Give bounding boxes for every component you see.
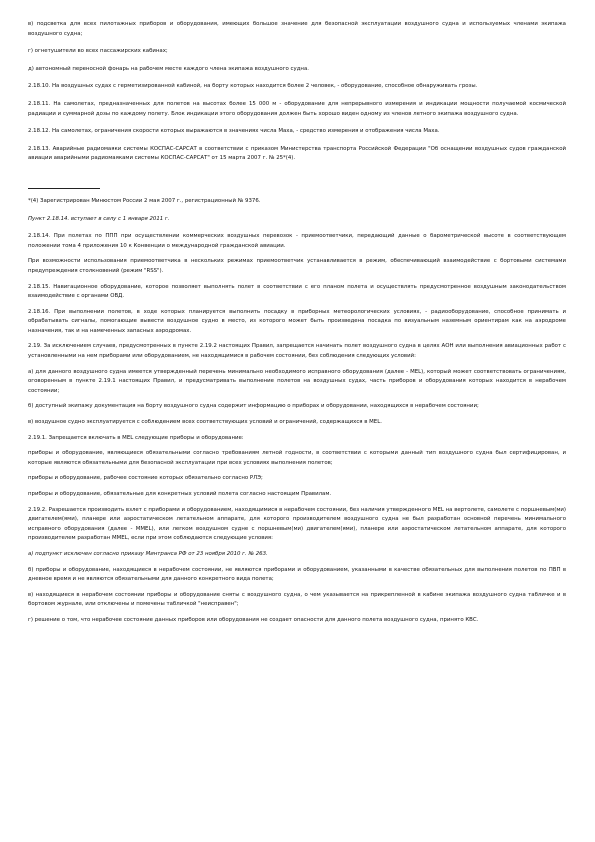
paragraph: а) для данного воздушного судна имеется утвержденный перечень минимально необходимого исправного оборудования (далее - MEL), который может соответствовать ограничениям, оговоренным в пункте 2.19.1 настоящих Правил, и предусматривать выполнение полетов на воздушных судах, часть приборов и оборудования которых находится в нерабочем состоянии; xyxy=(28,368,566,394)
footnote-separator xyxy=(28,188,100,189)
paragraph: б) приборы и оборудование, находящиеся в нерабочем состоянии, не являются приборами и оборудованием, указанными в качестве обязательных для выполнения полетов по ПВП в дневное время и не являются обязательными для данного конкретного вида полета; xyxy=(28,566,566,583)
paragraph: 2.18.12. На самолетах, ограничения скорости которых выражаются в значениях числа Маха, - средство измерения и отображения числа Маха. xyxy=(28,128,440,135)
paragraph: в) подсветка для всех пилотажных приборов и оборудования, имеющих большое значение для безопасной эксплуатации воздушного судна и используемых членами экипажа воздушного судна; xyxy=(28,21,566,37)
paragraph: приборы и оборудование, рабочее состояние которых обязательно согласно РЛЭ; xyxy=(28,475,263,482)
paragraph: д) автономный переносной фонарь на рабочем месте каждого члена экипажа воздушного судна. xyxy=(28,65,309,72)
paragraph: 2.18.16. При выполнении полетов, в ходе которых планируется выполнить посадку в приборных метеорологических условиях, - радиооборудование, способное принимать и обрабатывать сигналы, помогающие вывести воздушное судно в место, из которого может быть произведена посадка по визуальным наземным ориентирам как на аэродроме назначения, так и на намеченных запасных аэродромах. xyxy=(28,308,566,334)
paragraph: При возможности использования приемоответчика в нескольких режимах приемоответчик устанавливается в режим, обеспечивающий взаимодействие с бортовыми системами предупреждения столкновений (режим "RSS"). xyxy=(28,258,566,274)
paragraph: 2.18.10. На воздушных судах с герметизированной кабиной, на борту которых находится более 2 человек, - оборудование, способное обнаруживать грозы. xyxy=(28,83,478,90)
paragraph: 2.18.14. При полетах по ППП при осуществлении коммерческих воздушных перевозок - приемоответчики, передающий данные о барометрической высоте в соответствующем положении тома 4 приложения 10 к Конвенции о международной гражданской авиации. xyxy=(28,233,566,249)
paragraph: г) огнетушители во всех пассажирских кабинах; xyxy=(28,48,168,55)
paragraph: г) решение о том, что нерабочее состояние данных приборов или оборудования не создает опасности для данного полета воздушного судна, принято КВС. xyxy=(28,616,479,623)
paragraph: в) находящиеся в нерабочем состоянии приборы и оборудование сняты с воздушного судна, о чем указывается на прикрепленной в кабине экипажа воздушного судна табличке и в бортовом журнале, или отключены и помечены табличкой "неисправен"; xyxy=(28,591,566,608)
editorial-note: а) подпункт исключен согласно приказу Минтранса РФ от 23 ноября 2010 г. № 263. xyxy=(28,550,268,557)
paragraph: 2.19.1. Запрещается включать в MEL следующие приборы и оборудование: xyxy=(28,434,244,441)
paragraph: в) воздушное судно эксплуатируется с соблюдением всех соответствующих условий и ограничений, содержащихся в MEL. xyxy=(28,419,382,426)
footnote: *(4) Зарегистрирован Минюстом России 2 мая 2007 г., регистрационный № 9376. xyxy=(28,197,261,204)
paragraph: 2.19.2. Разрешается производить взлет с приборами и оборудованием, находящимися в нерабочем состоянии, без наличия утвержденного MEL на вертолете, самолете с поршневым(ми) двигателем(ями), планере или аэростатическом летательном аппарате, для которого производителем воздушного судна не был разработан основной перечень минимального исправного оборудования (далее - MMEL), или легком воздушном судне с поршневым(ми) двигателем(ями), планере или аэростатическом летательном аппарате, для которого производителем разработан MMEL, если при этом соблюдаются следующие условия: xyxy=(28,506,566,542)
paragraph: 2.18.13. Аварийные радиомаяки системы КОСПАС-САРСАТ в соответствии с приказом Министерства транспорта Российской Федерации "Об оснащении воздушных судов гражданской авиации аварийными радиомаяками системы КОСПАС-САРСАТ" от 15 марта 2007 г. № 25*(4). xyxy=(28,145,566,162)
paragraph: приборы и оборудование, обязательные для конкретных условий полета согласно настоящим Правилам. xyxy=(28,491,332,497)
paragraph: 2.18.15. Навигационное оборудование, которое позволяет выполнять полет в соответствии с его планом полета и осуществлять предусмотренное воздушным законодательством взаимодействие с органами ОВД. xyxy=(28,283,566,300)
editorial-note: Пункт 2.18.14. вступает в силу с 1 января 2011 г. xyxy=(28,215,170,222)
paragraph: б) доступный экипажу документация на борту воздушного судна содержит информацию о приборах и оборудовании, находящихся в нерабочем состоянии; xyxy=(28,403,479,410)
paragraph: приборы и оборудование, являющиеся обязательными согласно требованиям летной годности, в соответствии с которыми данный тип воздушного судна был сертифицирован, и которые являются обязательными для безопасной эксплуатации при всех условиях выполнения полетов; xyxy=(28,450,566,466)
paragraph: 2.18.11. На самолетах, предназначенных для полетов на высотах более 15 000 м - оборудование для непрерывного измерения и индикации мощности получаемой космической радиации и суммарной дозы по каждому полету. Блок индикации этого оборудования должен быть хорошо виден одному из членов летного экипажа воздушного судна. xyxy=(28,100,566,117)
document-body xyxy=(28,20,566,632)
paragraph: 2.19. За исключением случаев, предусмотренных в пункте 2.19.2 настоящих Правил, запрещается начинать полет воздушного судна в целях АОН или выполнения авиационных работ с установленными на нем приборами или оборудованием, не находящимися в рабочем состоянии, без соблюдения следующих условий: xyxy=(28,343,566,360)
